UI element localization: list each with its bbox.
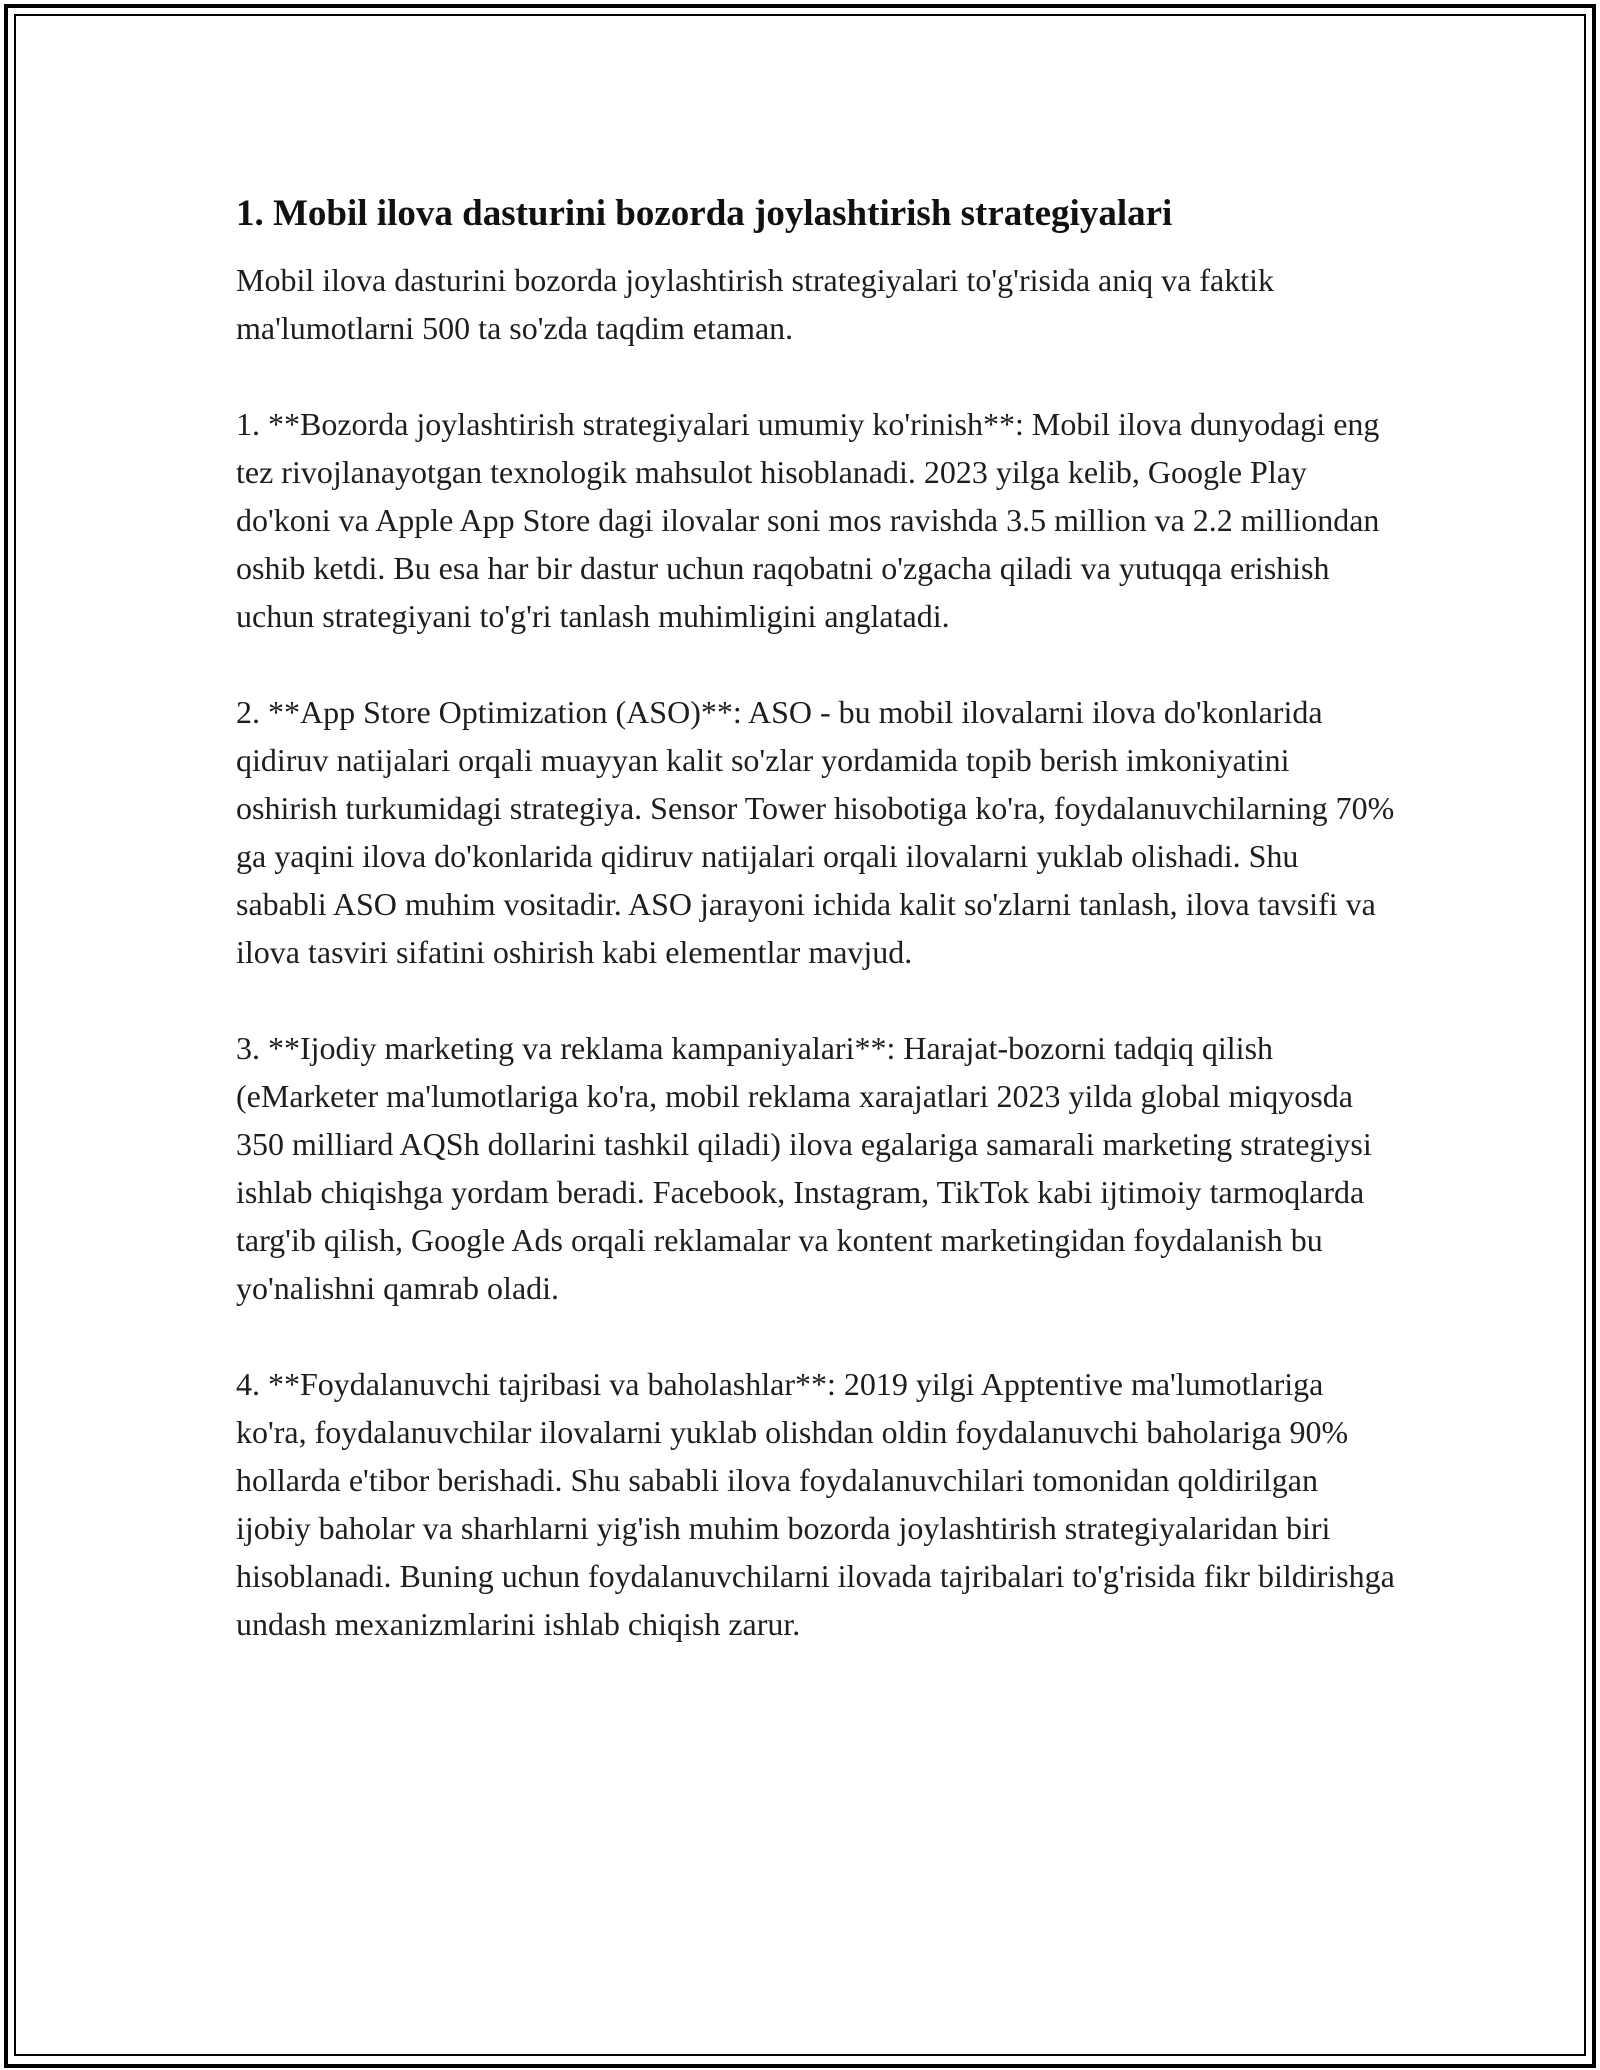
section-paragraph-4: 4. **Foydalanuvchi tajribasi va baholashlar**: 2019 yilgi Apptentive ma'lumotlariga ko'ra, foydalanuvchilar ilovalarni yuklab olishdan oldin foydalanuvchi baholariga 90% hollarda e'tibor berishadi. Shu sababli ilova foydalanuvchilari tomonidan qoldirilgan ijobiy baholar va sharhlarni yig'ish muhim bozorda joylashtirish strategiyalaridan biri hisoblanadi. Buning uchun foydalanuvchilarni ilovada tajribalari to'g'risida fikr bildirishga undash mexanizmlarini ishlab chiqish zarur.	[236, 1366, 1395, 1642]
document-body	[236, 186, 1396, 1696]
section-paragraph-2: 2. **App Store Optimization (ASO)**: ASO - bu mobil ilovalarni ilova do'konlarida qidiruv natijalari orqali muayyan kalit so'zlar yordamida topib berish imkoniyatini oshirish turkumidagi strategiya. Sensor Tower hisobotiga ko'ra, foydalanuvchilarning 70% ga yaqini ilova do'konlarida qidiruv natijalari orqali ilovalarni yuklab olishadi. Shu sababli ASO muhim vositadir. ASO jarayoni ichida kalit so'zlarni tanlash, ilova tavsifi va ilova tasviri sifatini oshirish kabi elementlar mavjud.	[236, 694, 1395, 970]
intro-paragraph: Mobil ilova dasturini bozorda joylashtirish strategiyalari to'g'risida aniq va faktik ma'lumotlarni 500 ta so'zda taqdim etaman.	[236, 262, 1274, 346]
document-title: 1. Mobil ilova dasturini bozorda joylashtirish strategiyalari	[236, 193, 1173, 234]
section-paragraph-1: 1. **Bozorda joylashtirish strategiyalari umumiy ko'rinish**: Mobil ilova dunyodagi eng tez rivojlanayotgan texnologik mahsulot hisoblanadi. 2023 yilga kelib, Google Play do'koni va Apple App Store dagi ilovalar soni mos ravishda 3.5 million va 2.2 milliondan oshib ketdi. Bu esa har bir dastur uchun raqobatni o'zgacha qiladi va yutuqqa erishish uchun strategiyani to'g'ri tanlash muhimligini anglatadi.	[236, 406, 1380, 634]
section-paragraph-3: 3. **Ijodiy marketing va reklama kampaniyalari**: Harajat-bozorni tadqiq qilish (eMarketer ma'lumotlariga ko'ra, mobil reklama xarajatlari 2023 yilda global miqyosda 350 milliard AQSh dollarini tashkil qiladi) ilova egalariga samarali marketing strategiysi ishlab chiqishga yordam beradi. Facebook, Instagram, TikTok kabi ijtimoiy tarmoqlarda targ'ib qilish, Google Ads orqali reklamalar va kontent marketingidan foydalanish bu yo'nalishni qamrab oladi.	[236, 1030, 1372, 1306]
